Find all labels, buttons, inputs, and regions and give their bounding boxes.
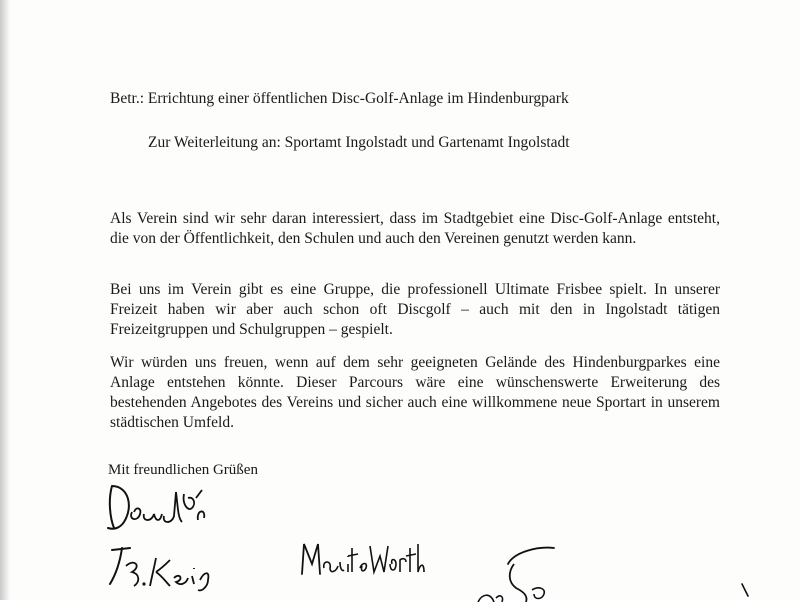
- signature-2: [104, 544, 224, 594]
- forwarding-line: Zur Weiterleitung an: Sportamt Ingolstadt und Gartenamt Ingolstadt: [148, 134, 570, 151]
- body-paragraph-3: Wir würden uns freuen, wenn auf dem sehr geeigneten Gelände des Hindenburgparkes eine Anlage entstehen könnte. Dieser Parcours wäre eine wünschenswerte Erweiterung des bestehenden Angebotes des Vereins und sicher auch eine willkommene neue Sportart in unserem städtischen Umfeld.: [110, 354, 720, 431]
- body-paragraph-2: Bei uns im Verein gibt es eine Gruppe, die professionell Ultimate Frisbee spielt. In unserer Freizeit haben wir aber auch schon oft Discgolf – auch mit den in Ingolstadt tätigen Freizeitgruppen und Schulgruppen – gespielt.: [110, 281, 720, 338]
- pen-mark: [736, 580, 756, 600]
- signature-4: [468, 542, 588, 602]
- scan-edge-shadow: [0, 0, 10, 600]
- subject-line: Betr.: Errichtung einer öffentlichen Disc-Golf-Anlage im Hindenburgpark: [110, 90, 569, 107]
- closing-line: Mit freundlichen Grüßen: [108, 462, 258, 478]
- body-paragraph-1: Als Verein sind wir sehr daran interessiert, dass im Stadtgebiet eine Disc-Golf-Anlage entsteht, die von der Öffentlichkeit, den Schulen und auch den Vereinen genutzt werden kann.: [110, 210, 720, 247]
- signature-1: [98, 478, 218, 538]
- signature-3: [296, 534, 426, 584]
